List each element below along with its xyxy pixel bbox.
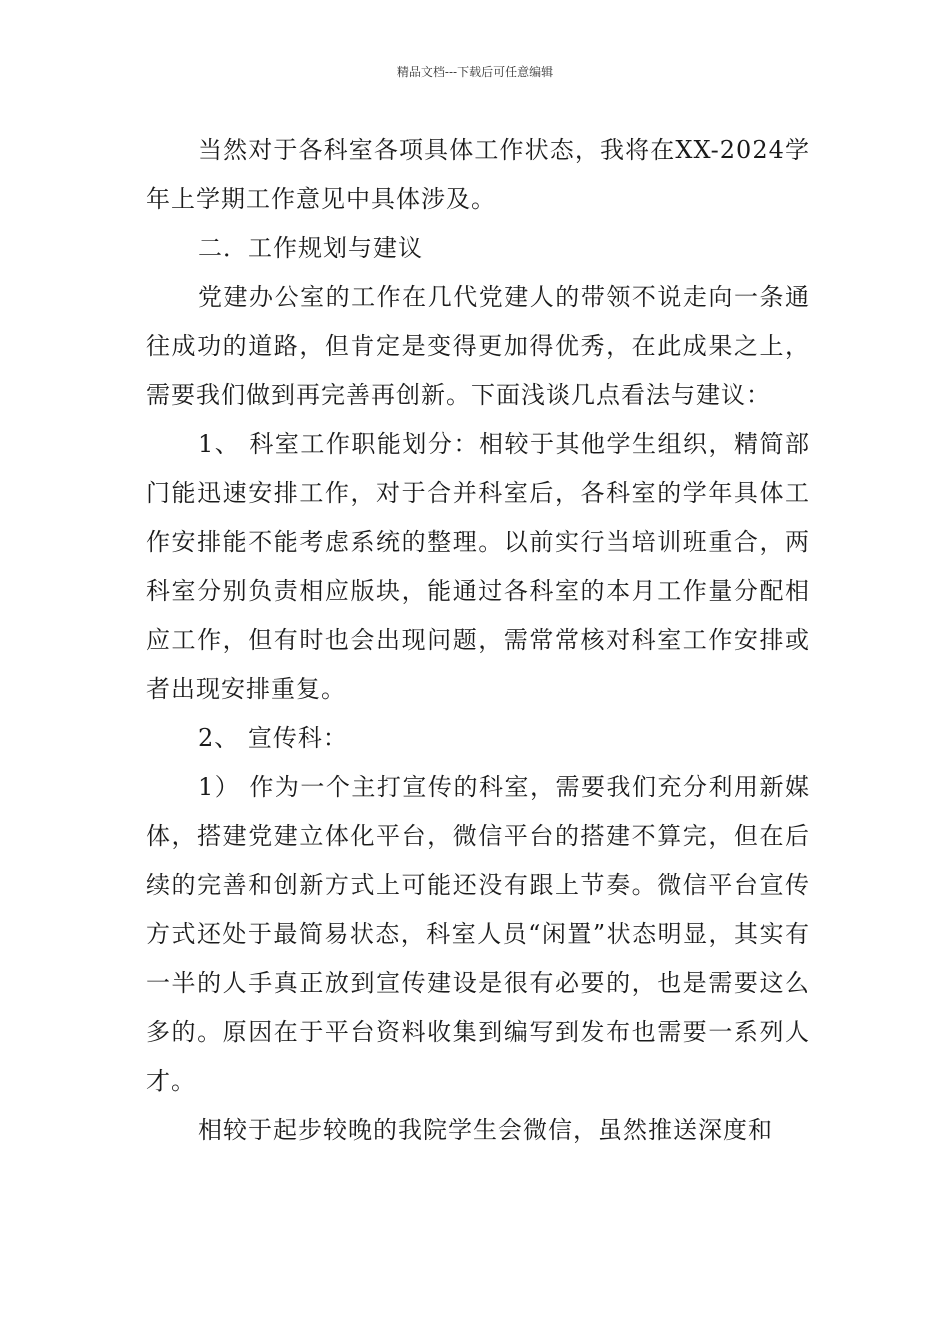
page-header: 精品文档---下载后可任意编辑 [396,65,554,79]
paragraph-item-2-publicity: 2、 宣传科： [198,724,348,752]
paragraph-item-1-division: 1、 科室工作职能划分：相较于其他学生组织，精简部门能迅速安排工作，对于合并科室后，各科室的学年具体工作安排能不能考虑系统的整理。以前实行当培训班重合，两科室分别负责相应版块，能通过各科室的本月工作量分配相应工作，但有时也会出现问题，需常常核对科室工作安排或者出现安排重复。 [146,430,810,703]
document-body [146,126,810,1155]
paragraph-office-intro: 党建办公室的工作在几代党建人的带领不说走向一条通往成功的道路，但肯定是变得更加得优秀，在此成果之上，需要我们做到再完善再创新。下面浅谈几点看法与建议： [146,283,810,409]
paragraph-wechat-comparison: 相较于起步较晚的我院学生会微信，虽然推送深度和 [198,1116,773,1144]
section-heading-planning: 二．工作规划与建议 [198,234,423,262]
paragraph-work-status: 当然对于各科室各项具体工作状态，我将在XX-2024学年上学期工作意见中具体涉及。 [146,136,810,213]
paragraph-subitem-1-media: 1） 作为一个主打宣传的科室，需要我们充分利用新媒体，搭建党建立体化平台，微信平台的搭建不算完，但在后续的完善和创新方式上可能还没有跟上节奏。微信平台宣传方式还处于最简易状态，科室人员“闲置”状态明显，其实有一半的人手真正放到宣传建设是很有必要的，也是需要这么多的。原因在于平台资料收集到编写到发布也需要一系列人才。 [146,773,810,1095]
